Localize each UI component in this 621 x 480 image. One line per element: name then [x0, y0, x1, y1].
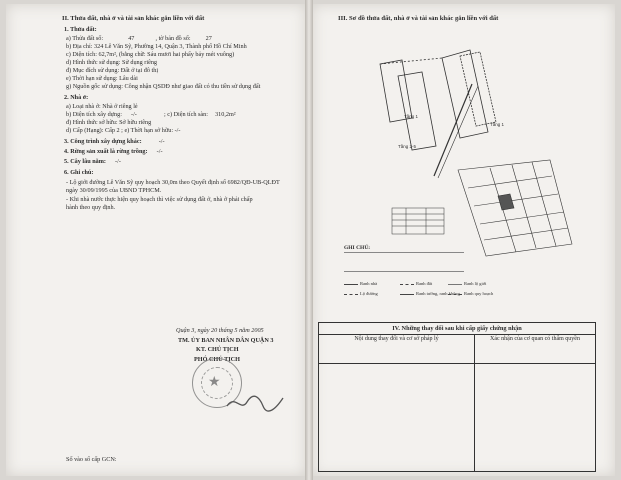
forest-label: 4. Rừng sản xuất là rừng trồng:: [64, 148, 148, 155]
parcel-label: a) Thửa đất số:: [66, 35, 104, 42]
committee-name: TM. ỦY BAN NHÂN DÂN QUẬN 3: [178, 337, 274, 344]
legend-swatch-4: [344, 294, 358, 295]
note-2b: hành theo quy định.: [66, 204, 116, 211]
changes-table: [318, 322, 596, 472]
construction-label: 3. Công trình xây dựng khác:: [64, 138, 142, 145]
area-line: c) Diện tích: 62,7m², (bằng chữ: Sáu mươi hai phẩy bảy mét vuông): [66, 51, 235, 58]
perennial-label: 5. Cây lâu năm:: [64, 158, 106, 165]
forest-value: -/-: [156, 148, 163, 155]
floor-area-value: 310,2m²: [215, 111, 236, 118]
section-iv-title: IV. Những thay đổi sau khi cấp giấy chứng nhận: [319, 323, 595, 335]
floor-plan-1: [380, 60, 412, 122]
legend-item-6: Ranh quy hoạch: [464, 291, 494, 296]
floor-plan-3: [442, 50, 488, 138]
floor-label-1: Tầng 1: [404, 114, 419, 119]
grade-value: d) Cấp (Hạng): Cấp 2: [66, 127, 120, 134]
register-number: Số vào sổ cấp GCN:: [66, 456, 117, 463]
perennial-line: [64, 158, 121, 166]
column-divider: [474, 334, 475, 471]
section-ii-title: II. Thửa đất, nhà ở và tài sản khác gắn liền với đất: [62, 15, 205, 22]
legend-swatch-5: [400, 294, 414, 295]
ownership-line: đ) Hình thức sở hữu: Sở hữu riêng: [66, 119, 152, 126]
legend-swatch-2: [400, 284, 414, 285]
legend-item-2: Ranh đất: [416, 281, 433, 286]
header-divider: [319, 363, 595, 364]
map-sheet-number: 27: [205, 35, 212, 42]
floor-plan-2: [398, 72, 436, 150]
perennial-value: -/-: [115, 158, 121, 165]
binding-spine: [305, 0, 313, 480]
legend-item-1: Ranh nhà: [360, 281, 378, 286]
legend-swatch-1: [344, 284, 358, 285]
purpose-line: đ) Mục đích sử dụng: Đất ở tại đô thị: [66, 67, 159, 74]
for-chairman: KT. CHỦ TỊCH: [196, 346, 239, 353]
legend-item-4: Lộ đường: [360, 291, 378, 296]
construction-line: [64, 138, 165, 146]
grade-line: [66, 127, 180, 135]
seal-star-icon: ★: [208, 375, 221, 390]
built-area-label: b) Diện tích xây dựng:: [66, 111, 122, 118]
signing-date: Quận 3, ngày 20 tháng 5 năm 2005: [176, 327, 264, 334]
note-1a: - Lộ giới đường Lê Văn Sỹ quy hoạch 30,0m theo Quyết định số 6982/QĐ-UB-QLĐT: [66, 179, 280, 186]
column-authority-header: Xác nhận của cơ quan có thẩm quyền: [490, 336, 580, 342]
legend-title: GHI CHÚ:: [344, 245, 371, 251]
forest-line: [64, 148, 163, 156]
legend-item-5: Ranh tường, ranh không: [416, 291, 460, 296]
floor-area-label: ; c) Diện tích sàn:: [163, 111, 208, 118]
map-sheet-label: , tờ bản đồ số:: [155, 35, 191, 42]
parcel-number: 47: [128, 35, 135, 42]
notes-heading: 6. Ghi chú:: [64, 169, 94, 176]
house-heading: 2. Nhà ở:: [64, 94, 89, 101]
land-heading: 1. Thửa đất:: [64, 26, 97, 33]
floor-label-2: Tầng 2-5: [398, 144, 417, 149]
construction-value: -/-: [158, 138, 165, 145]
address-line: b) Địa chỉ: 324 Lê Văn Sỹ, Phường 14, Quận 3, Thành phố Hồ Chí Minh: [66, 43, 247, 50]
use-form-line: d) Hình thức sử dụng: Sử dụng riêng: [66, 59, 158, 66]
note-2a: - Khi nhà nước thực hiện quy hoạch thì việc sử dụng đất ở, nhà ở phải chấp: [66, 196, 253, 203]
section-iii-title: III. Sơ đồ thửa đất, nhà ở và tài sản khác gắn liền với đất: [338, 15, 499, 22]
term-line: e) Thời hạn sử dụng: Lâu dài: [66, 75, 138, 82]
vice-chairman: PHÓ CHỦ TỊCH: [194, 356, 240, 363]
legend-item-3: Ranh lộ giới: [464, 281, 487, 286]
note-1b: ngày 30/09/1995 của UBND TPHCM.: [66, 187, 162, 194]
floor-label-3: Tầng 1: [490, 122, 505, 127]
legend-swatch-3: [448, 284, 462, 285]
origin-line: g) Nguồn gốc sử dụng: Công nhận QSDĐ như giao đất có thu tiền sử dụng đất: [66, 83, 261, 90]
legend-swatch-6: [448, 294, 462, 295]
legend-note-block: [344, 252, 464, 272]
parcel-diagram: [340, 36, 600, 272]
column-content-header: Nội dung thay đổi và cơ sở pháp lý: [354, 336, 439, 342]
signature: [225, 392, 285, 414]
ownership-term: ; e) Thời hạn sở hữu: -/-: [121, 127, 181, 134]
house-type-line: a) Loại nhà ở: Nhà ở riêng lẻ: [66, 103, 138, 110]
built-area-value: -/-: [131, 111, 137, 118]
